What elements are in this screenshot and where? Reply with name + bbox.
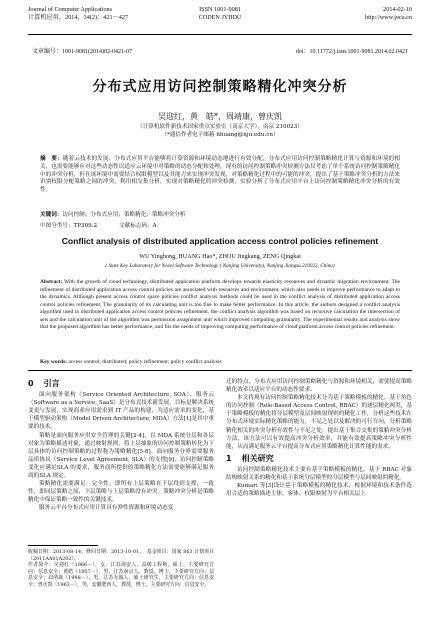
footnote-authors: 作者简介：吴迎红（1966－），女，江苏海安人，高级工程师，硕士，主要研究方向：信息安全；黄皓（1957－），男，江苏南京人，教授，博士，主要研究方向：信息安全；周靖康（1988－），男，江苏无锡人，硕士研究生，主要研究方向：信息安全；曾庆凯（1963－），男，安徽肥西人，教授，博士，主要研究方向：信息安全。 <box>28 562 214 588</box>
paragraph: Kumari 等[3]设计基于策略模板的精化技术，根据环境和技术条件选用合适的策略描述主体、客体、权限映射为平台相关层上 <box>226 483 412 498</box>
journal-url: http://www.joca.cn <box>364 14 412 21</box>
issn: ISSN 1001-9081 <box>199 6 241 13</box>
keywords-cn <box>40 210 185 218</box>
footnote-rule <box>28 545 98 546</box>
keywords-en-label: Key words: <box>40 359 68 365</box>
title-en: Conflict analysis of distributed application access control policies refinement <box>61 236 379 246</box>
section-title: 相关研究 <box>241 453 274 463</box>
affiliation-en: ( State Key Laboratory for Novel Software Technology ( Nanjing University), Nanjing Jiangsu 210023, China) <box>105 263 335 269</box>
title-cn: 分布式应用访问控制策略精化冲突分析 <box>92 79 348 95</box>
section-heading <box>226 455 412 463</box>
keywords-en-text: access control; distributed; policy refinement; policy conflict analysis <box>68 359 222 365</box>
authors-cn: 吴迎红，黄 皓*，周靖康，曾庆凯 <box>158 112 282 121</box>
keywords-en <box>40 359 400 365</box>
paragraph: 本文将现有访问控制策略精化技术分为基于策略模板的精化、基于角色的访问控制（Role-Based Access Control, RBAC）的逐层精化两类，基于策略模板的精化将分层模型及层间映射规则的精化工作，分析这些技术在分布式环境实际精化策略的能力，不足之处以及解决的可行方向，分析策略精化相关的冲突分析有效性与不足之处，提出基于集合交集的策略冲突分析方法，该方法可以有效提高冲突分析效率，并能有效提高策略冲突分析性能，从而满足服务云平台提高分布式应用策略精化计算性能的需求。 <box>226 395 412 450</box>
abstract-en <box>40 279 400 332</box>
footnotes <box>28 549 214 589</box>
section-number: 1 <box>226 453 232 463</box>
paragraph: 面向服务架构（Service Oriented Architecture, SOA）、服务云（Software as a Service, SaaS）是分布式技术新发展，目标是解决系统变更与发展，实现商业应用需求到 IT 产品的构建，为适应需求的变化，基于模型驱动架构（Model Driven Architecture, MDA）方法[1]是其中重要的技术。 <box>28 392 214 431</box>
right-column <box>226 378 412 498</box>
abstract-en-text: With the growth of cloud technology, distributed application platform develops towards elasticity resources and dynamic migration environment. The refinement of distributed application access control policies are associated with resources and environment, which also needs to improve performance to adapt to the dynamics. Although present access control space policies conflict analysis methods could be used in the conflict analysis of distributed application access control policies refinement. The granularity of its calculating unit is too fine to make better performance. In this article, the authors designed a conflict analysis algorithm used in distributed application access control policies refinement, the conflict analysis algorithm was based on recursive calculation the intersection of sets and the calculation unit of the algorithm was permission assignment unit which improved computing granularity. The experimental results and analysis show that the proposed algorithm has better performance, and fits the needs of improving computing performance of cloud platform access control policies refinement. <box>40 279 400 330</box>
authors-en: WU Yinghong, HUANG Hao*, ZHOU Jingkang, ZENG Qingkai <box>139 253 301 260</box>
affiliation-cn-line: （计算机软件新技术国家重点实验室（南京大学），南京 210023） <box>137 124 303 130</box>
header-rule <box>28 34 412 35</box>
footnote-dates: 收稿日期：2013-08-14；修回日期：2013-10-01。 基金项目：国家 863 计划项目（2011AA01A202）。 <box>28 549 214 562</box>
paragraph: 策略是面向服务应用安全管理的关键[2-4]，以 MDA 系统分层和各层对象为策略描述对象，通过映射规则，将上层抽象的访问控制策略转化为下层具体的访问控制策略的过程称为策略精化[5-8]。面向服务分界需要服务品质协议（Service Level Agreement, SLA）的支撑[9]，访问控制策略变化应满足SLA 的要求，服务商所提供的策略精化方法需要能够满足服务商的SLA 规定。 <box>28 432 214 480</box>
paragraph: 策略精化需要满足：完全性，即所有上层策略在下层得到支撑，一致性，即同层策略之间，下层策略与上层策略没有冲突。策略冲突分析是策略精化中保证策略一致性的关键技术。 <box>28 481 214 504</box>
abstract-cn-label: 摘 要： <box>40 156 63 162</box>
section-heading <box>28 380 214 388</box>
keywords-cn-label: 关键词： <box>40 212 63 218</box>
abstract-en-label: Abstract: <box>40 279 63 285</box>
affiliation-cn <box>0 124 440 139</box>
doi: doi：10.11772/j.issn.1001-9081.2014.02.0421 <box>295 49 408 55</box>
section-title: 引言 <box>43 379 60 388</box>
journal-issue: 计算机应用，2014，34(2)：421－427 <box>28 14 129 21</box>
paragraph: 迁的特点，分布式应用访问控制策略精化与资源和环境相关，需要提高策略精化效率以适应平台的动态性要求。 <box>226 379 412 394</box>
paragraph: 访问控制策略精化技术主要有基于策略模板的精化、基于 RBAC 对象结构映射关系的精化和基于系统分层模型的分层模型与层间映射的精化。 <box>226 466 412 482</box>
clc-number: 中图分类号：TP309.2 <box>40 223 98 229</box>
affiliation-cn-email: （*通信作者电子邮箱 hhuang@nju.edu.cn） <box>161 131 279 138</box>
abstract-rule <box>28 370 412 371</box>
journal-header <box>28 6 412 34</box>
pub-date: 2014-02-10 <box>383 6 412 13</box>
classification <box>40 221 179 229</box>
paragraph: 服务云平台分布式应用计算具有弹性资源和环境动态变 <box>39 505 174 512</box>
article-number: 文章编号：1001-9081(2014)02-0421-07 <box>32 49 132 55</box>
doc-code: 文献标志码：A <box>119 223 157 229</box>
left-column <box>28 378 214 513</box>
abstract-cn <box>40 156 400 195</box>
coden: CODEN JYIIDU <box>198 14 242 21</box>
abstract-cn-text: 随着云技术的发展，分布式应用平台能够将计算资源和环境动态地进行有效分配，分布式应用访问控制策略精化计算与资源和环境的相关，也需要能够应对这些动态性以适应云环境中对策略的动态分配和处理，现有的访问控制策略冲突检测方法仅考虑了单个系统访问控制策略精化中的冲突分析，但在该环境中需要结合权限模型以及其能力来实现冲突发现，对策略精化过程中的可能的冲突，提出了基于策略冲突分析的方法来识别权限分配策略之间的冲突，利用相交集分析，实现对策略精化的冲突检测，实验分析了分布式应用平台上访问控制策略精化冲突分析的有效性。 <box>40 156 400 194</box>
section-number: 0 <box>28 379 34 388</box>
journal-name: Journal of Computer Applications <box>28 6 113 13</box>
keywords-cn-text: 访问控制；分布式应用；策略精化；策略冲突分析 <box>62 212 186 218</box>
